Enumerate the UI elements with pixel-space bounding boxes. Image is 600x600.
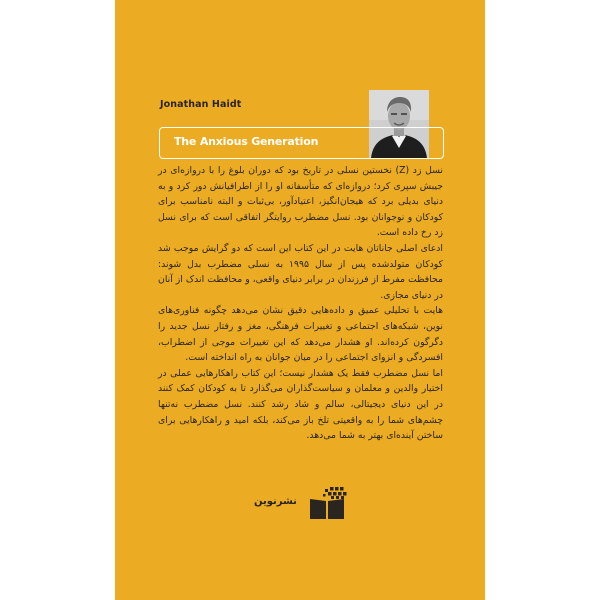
publisher-logo xyxy=(254,485,354,521)
publisher-book-logo-icon xyxy=(308,485,348,521)
back-cover xyxy=(115,0,485,600)
title-frame xyxy=(159,127,444,159)
author-name: Jonathan Haidt xyxy=(160,99,242,110)
blurb xyxy=(158,163,443,444)
blurb-paragraph: هایت با تحلیلی عمیق و داده‌هایی دقیق نشان می‌دهد چگونه فناوری‌های نوین، شبکه‌های اجتماعی و تغییرات فرهنگی، مغز و رفتار نسل جدید را دگرگون کرده‌اند. او هشدار می‌دهد که این تغییرات موجی از اضطراب، افسردگی و انزوای اجتماعی را در میان جوانان به راه انداخته است. xyxy=(158,305,443,364)
book-title: The Anxious Generation xyxy=(174,135,319,148)
blurb-paragraph: ادعای اصلی جاناتان هایت در این کتاب این است که دو گرایش موجب شد کودکان متولدشده پس از سال ۱۹۹۵ به نسلی مضطرب بدل شوند: محافظت مفرط از فرزندان در برابر دنیای واقعی، و محافظت اندک از آنان در دنیای مجازی. xyxy=(158,242,443,301)
blurb-paragraph: نسل زد (Z) نخستین نسلی در تاریخ بود که دوران بلوغ را با دروازه‌ای در جیبش سپری کرد؛ دروازه‌ای که متأسفانه او را از اطرافیانش دور کرد و به دنیای بدیلی برد که هیجان‌انگیز، اعتیادآور، بی‌ثبات و البته نامناسب برای کودکان و نوجوانان بود. نسل مضطرب روایتگر اتفاقی است که برای نسل زد رخ داده است. xyxy=(158,165,443,239)
publisher-name: نشرنوین xyxy=(254,496,297,507)
blurb-paragraph: اما نسل مضطرب فقط یک هشدار نیست؛ این کتاب راهکارهایی عملی در اختیار والدین و معلمان و سیاست‌گذاران می‌گذارد تا به کودکان کمک کنند در این دنیای دیجیتالی، سالم و شاد رشد کنند. نسل مضطرب نه‌تنها چشم‌های شما را به واقعیتی تلخ باز می‌کند، بلکه امید و راهکارهایی برای ساختن آینده‌ای بهتر به شما می‌دهد. xyxy=(158,367,443,442)
